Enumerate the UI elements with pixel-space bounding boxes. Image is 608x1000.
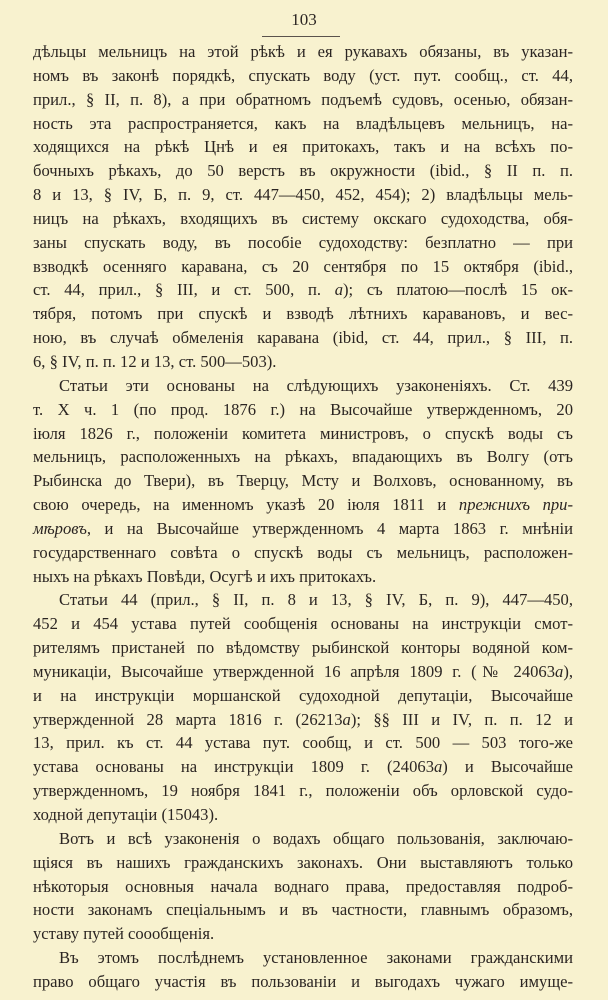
text-line <box>33 541 573 565</box>
paragraph <box>33 588 573 826</box>
text-line <box>33 469 573 493</box>
text-line <box>33 517 573 541</box>
text-segment: ницъ на рѣкахъ, входящихъ въ систему окскаго судоходства, обя- <box>33 208 573 228</box>
text-segment: утвержденной 28 марта 1816 г. (26213 <box>33 709 343 729</box>
text-line <box>33 875 573 899</box>
italic-text: а <box>555 661 564 681</box>
text-segment: 13, прил. къ ст. 44 устава пут. сообщ, и ст. 500 — 503 того-же <box>33 733 573 753</box>
text-segment: ); §§ III и IV, п. п. 12 и <box>350 709 573 729</box>
text-segment: право общаго участія въ пользованіи и выгодахъ чужаго имуще- <box>33 971 573 991</box>
text-line <box>33 493 573 517</box>
text-segment: номъ въ законѣ порядкѣ, спускать воду (уст. пут. сообщ., ст. 44, <box>33 65 573 85</box>
text-line <box>33 636 573 660</box>
text-segment: 8 и 13, § IV, Б, п. 9, ст. 447—450, 452, 454); 2) владѣльцы мель- <box>33 185 573 205</box>
text-line <box>33 112 573 136</box>
paragraph <box>33 827 573 946</box>
text-line <box>33 612 573 636</box>
text-line <box>33 708 573 732</box>
text-segment: 6, § IV, п. п. 12 и 13, ст. 500—503). <box>33 351 277 371</box>
text-line <box>33 803 573 827</box>
text-segment: государственнаго совѣта о спускѣ воды съ мельницъ, расположен- <box>33 542 573 562</box>
text-line <box>33 422 573 446</box>
body-text <box>33 40 573 994</box>
text-segment: свою очередь, на именномъ указѣ 20 іюля 1811 и <box>33 495 459 515</box>
text-segment: мельницъ, расположенныхъ на рѣкахъ, впадающихъ въ Волгу (отъ <box>33 447 573 467</box>
text-segment: тября, потомъ при спускѣ и взводѣ лѣтнихъ каравановъ, и вес- <box>33 304 573 324</box>
text-line <box>33 851 573 875</box>
text-segment: ст. 44, прил., § III, и ст. 500, п. <box>33 280 335 300</box>
text-line <box>33 779 573 803</box>
text-line <box>33 374 573 398</box>
text-line <box>33 302 573 326</box>
text-segment: ходящихся на рѣкѣ Цнѣ и ея притокахъ, такъ и на всѣхъ по- <box>33 137 573 157</box>
text-segment: нѣкоторыя основныя начала воднаго права, предоставляя подроб- <box>33 876 573 896</box>
text-segment: взводкѣ осенняго каравана, съ 20 сентября по 15 октября (ibid., <box>33 256 573 276</box>
text-line <box>33 159 573 183</box>
text-line <box>33 970 573 994</box>
text-line <box>33 827 573 851</box>
text-segment: и на инструкціи моршанской судоходной депутаціи, Высочайше <box>33 685 573 705</box>
text-line <box>33 946 573 970</box>
text-segment: ); съ платою—послѣ 15 ок- <box>342 280 574 300</box>
text-segment: іюля 1826 г., положеніи комитета министровъ, о спускѣ воды съ <box>33 423 573 443</box>
text-line <box>33 40 573 64</box>
text-segment: ) и Высочайше <box>442 757 574 777</box>
paragraph <box>33 40 573 374</box>
page-number: 103 <box>291 10 317 29</box>
text-line <box>33 660 573 684</box>
page-number-rule <box>262 36 340 37</box>
text-line <box>33 922 573 946</box>
text-segment: муникаціи, Высочайше утвержденной 16 апрѣля 1809 г. (№ 24063 <box>33 661 556 681</box>
text-line <box>33 207 573 231</box>
text-line <box>33 278 573 302</box>
text-line <box>33 231 573 255</box>
text-segment: Статьи эти основаны на слѣдующихъ узаконеніяхъ. Ст. 439 <box>59 375 573 395</box>
text-segment: утвержденномъ, 19 ноября 1841 г., положеніи объ орловской судо- <box>33 781 573 801</box>
text-line <box>33 755 573 779</box>
text-segment: щіяся въ нашихъ гражданскихъ законахъ. Они выставляютъ только <box>33 852 573 872</box>
text-line <box>33 135 573 159</box>
text-line <box>33 88 573 112</box>
text-segment: рителямъ пристаней по вѣдомству рыбинской конторы водяной ком- <box>33 638 573 658</box>
text-line <box>33 731 573 755</box>
text-segment: Вотъ и всѣ узаконенія о водахъ общаго пользованія, заключаю- <box>59 828 573 848</box>
text-line <box>33 684 573 708</box>
text-segment: Рыбинска до Твери), въ Тверцу, Мсту и Волховъ, основанному, въ <box>33 471 573 491</box>
text-line <box>33 255 573 279</box>
text-segment: Въ этомъ послѣднемъ установленное законами гражданскими <box>59 948 573 968</box>
text-line <box>33 64 573 88</box>
text-segment: ности законамъ спеціальнымъ и въ частности, главнымъ образомъ, <box>33 900 573 920</box>
text-line <box>33 326 573 350</box>
paragraph <box>33 946 573 994</box>
italic-text: а <box>434 757 443 777</box>
italic-text: прежнихъ при- <box>458 495 573 515</box>
italic-text: а <box>334 280 343 300</box>
text-segment: , и на Высочайше утвержденномъ 4 марта 1863 г. мнѣніи <box>86 518 573 538</box>
text-line <box>33 350 573 374</box>
italic-text: мѣровъ <box>33 518 87 538</box>
text-segment: устава основаны на инструкціи 1809 г. (24063 <box>33 757 434 777</box>
text-segment: ходной депутаціи (15043). <box>33 805 219 824</box>
text-line <box>33 183 573 207</box>
text-line <box>33 398 573 422</box>
text-segment: заны спускать воду, въ пособіе судоходству: безплатно — при <box>33 232 573 252</box>
text-segment: ныхъ на рѣкахъ Повѣди, Осугѣ и ихъ притокахъ. <box>33 566 377 586</box>
text-segment: уставу путей соообщенія. <box>33 924 215 944</box>
italic-text: а <box>342 709 351 729</box>
paragraph <box>33 374 573 589</box>
text-line <box>33 565 573 589</box>
text-line <box>33 898 573 922</box>
text-segment: прил., § II, п. 8), а при обратномъ подъемѣ судовъ, осенью, обязан- <box>33 89 573 109</box>
text-segment: ность эта распространяется, какъ на владѣльцевъ мельницъ, на- <box>33 113 573 133</box>
text-segment: дѣльцы мельницъ на этой рѣкѣ и ея рукавахъ обязаны, въ указан- <box>33 42 573 61</box>
text-segment: бочныхъ рѣкахъ, до 50 верстъ въ окружности (ibid., § II п. п. <box>33 161 573 181</box>
text-segment: ), <box>563 661 573 681</box>
text-segment: ною, въ случаѣ обмеленія каравана (ibid, ст. 44, прил., § III, п. <box>33 328 573 348</box>
text-segment: т. X ч. 1 (по прод. 1876 г.) на Высочайше утвержденномъ, 20 <box>33 399 573 419</box>
text-line <box>33 588 573 612</box>
text-segment: Статьи 44 (прил., § II, п. 8 и 13, § IV, Б, п. 9), 447—450, <box>59 590 573 610</box>
text-line <box>33 445 573 469</box>
text-segment: 452 и 454 устава путей сообщенія основаны на инструкціи смот- <box>33 614 573 634</box>
